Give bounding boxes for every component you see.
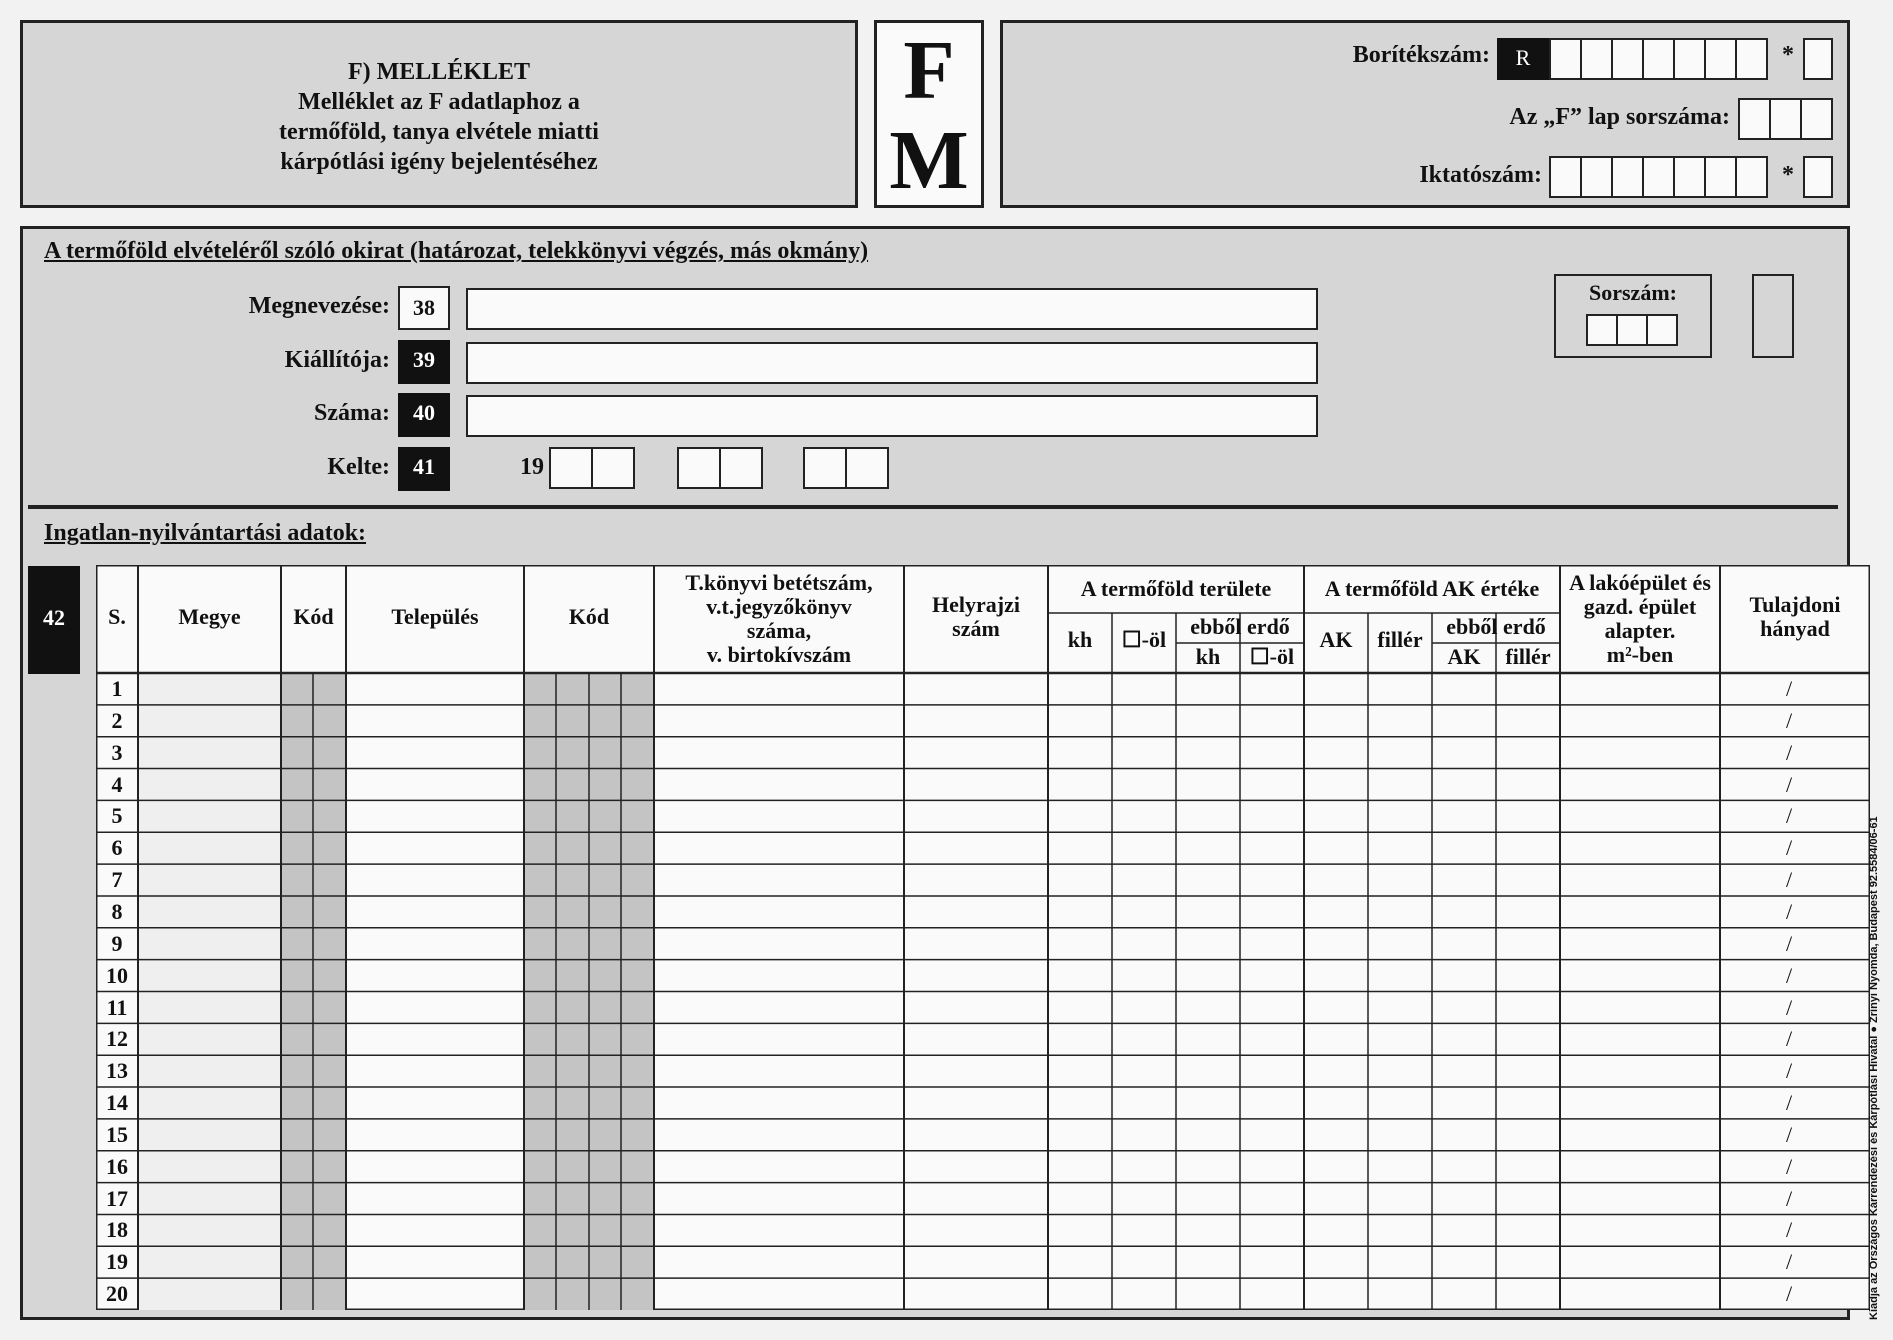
tul-line-1: Tulajdoni	[1749, 592, 1841, 617]
form-subtitle-3: kárpótlási igény bejelentéséhez	[280, 149, 598, 175]
row-number: 4	[111, 771, 123, 797]
col-header-filler2: fillér	[1505, 644, 1551, 669]
sorszam-cells[interactable]	[1586, 314, 1676, 346]
iktatoszam-cells[interactable]	[1549, 156, 1766, 198]
iktatoszam-asterisk: *	[1782, 162, 1794, 188]
row-number: 2	[111, 707, 123, 733]
table-gridlines	[96, 565, 1870, 1310]
boritekszam-prefix: R	[1497, 38, 1549, 80]
form-subtitle-1: Melléklet az F adatlaphoz a	[298, 89, 580, 115]
col-header-ak2: AK	[1447, 644, 1481, 669]
row-number: 10	[106, 962, 128, 988]
row-number: 15	[106, 1121, 128, 1147]
kelte-label: Kelte:	[327, 454, 390, 480]
col-header-megye: Megye	[178, 604, 241, 629]
ingatlan-code: 42	[28, 566, 80, 674]
ownership-share-slash: /	[1786, 867, 1793, 893]
okirat-section-title: A termőföld elvételéről szóló okirat (határozat, telekkönyvi végzés, más okmány)	[44, 238, 869, 264]
col-header-s: S.	[108, 604, 126, 629]
title-panel	[20, 20, 858, 208]
col-header-ak-ertek: A termőföld AK értéke	[1324, 576, 1540, 601]
ownership-share-slash: /	[1786, 1121, 1793, 1147]
ownership-share-slash: /	[1786, 1026, 1793, 1052]
ingatlan-section-title: Ingatlan-nyilvántartási adatok:	[44, 520, 367, 546]
helyrajzi-line-1: Helyrajzi	[932, 592, 1020, 617]
ownership-share-slash: /	[1786, 1185, 1793, 1211]
row-number: 13	[106, 1058, 128, 1084]
ownership-share-slash: /	[1786, 1217, 1793, 1243]
ownership-share-slash: /	[1786, 1281, 1793, 1307]
row-number: 8	[111, 898, 123, 924]
kelte-day-cells[interactable]	[803, 447, 887, 489]
col-header-kh: kh	[1067, 627, 1093, 652]
kelte-year-prefix: 19	[520, 454, 544, 480]
szama-code: 40	[398, 393, 450, 437]
row-number: 19	[106, 1249, 128, 1275]
row-number: 3	[111, 739, 123, 765]
row-number: 17	[106, 1185, 128, 1211]
boritekszam-asterisk: *	[1782, 42, 1794, 68]
ownership-share-slash: /	[1786, 1058, 1793, 1084]
ownership-share-slash: /	[1786, 1153, 1793, 1179]
row-number: 5	[111, 803, 123, 829]
ownership-share-slash: /	[1786, 707, 1793, 733]
ingatlan-table	[96, 565, 1870, 1310]
row-number: 6	[111, 835, 123, 861]
ownership-share-slash: /	[1786, 771, 1793, 797]
megnevezese-code: 38	[398, 286, 450, 330]
row-number: 1	[111, 676, 123, 701]
boritekszam-check-cell[interactable]	[1803, 38, 1833, 80]
tkonyvi-line-3: száma,	[746, 618, 812, 643]
sorszam-label: Sorszám:	[1589, 280, 1677, 305]
col-header-ebbol-erdo2: ebből erdő	[1446, 614, 1546, 639]
ownership-share-slash: /	[1786, 739, 1793, 765]
ownership-share-slash: /	[1786, 676, 1793, 701]
kiallitoja-code: 39	[398, 340, 450, 384]
form-letter-f: F	[903, 24, 955, 117]
kiallitoja-label: Kiállítója:	[284, 347, 390, 373]
boritekszam-cells[interactable]	[1549, 38, 1766, 80]
col-header-ol2: ☐-öl	[1249, 644, 1295, 669]
col-header-filler: fillér	[1377, 627, 1423, 652]
sorszam-side-box[interactable]	[1752, 274, 1794, 358]
megnevezese-input[interactable]	[466, 288, 1318, 330]
boritekszam-label: Borítékszám:	[1352, 42, 1490, 68]
row-number: 9	[111, 930, 123, 956]
col-header-kh2: kh	[1195, 644, 1221, 669]
form-letter-m: M	[889, 114, 969, 207]
row-number: 18	[106, 1217, 128, 1243]
form-title: F) MELLÉKLET	[347, 59, 531, 85]
lako-line-1: A lakóépület és	[1569, 570, 1711, 595]
row-number: 14	[106, 1090, 128, 1116]
form-code-box	[874, 20, 984, 208]
ownership-share-slash: /	[1786, 898, 1793, 924]
lako-line-2: gazd. épület	[1583, 594, 1697, 619]
table-background	[96, 565, 1870, 1310]
row-number: 12	[106, 1026, 128, 1052]
row-number: 20	[106, 1281, 128, 1307]
kelte-month-cells[interactable]	[677, 447, 761, 489]
form-subtitle-2: termőföld, tanya elvétele miatti	[279, 119, 599, 145]
tkonyvi-line-4: v. birtokívszám	[706, 642, 852, 667]
col-header-ol: ☐-öl	[1121, 627, 1167, 652]
ownership-share-slash: /	[1786, 835, 1793, 861]
kelte-code: 41	[398, 447, 450, 491]
kelte-year-cells[interactable]	[549, 447, 633, 489]
col-header-tulajdoni	[1720, 593, 1870, 641]
row-number: 16	[106, 1153, 128, 1179]
col-header-terulet: A termőföld területe	[1080, 576, 1272, 601]
ownership-share-slash: /	[1786, 930, 1793, 956]
ownership-share-slash: /	[1786, 1090, 1793, 1116]
f-lap-sorszam-cells[interactable]	[1738, 98, 1831, 140]
tkonyvi-line-1: T.könyvi betétszám,	[685, 570, 873, 595]
kiallitoja-input[interactable]	[466, 342, 1318, 384]
col-header-ebbol-erdo: ebből erdő	[1190, 614, 1290, 639]
tul-line-2: hányad	[1760, 616, 1830, 641]
col-header-kod2: Kód	[568, 604, 610, 629]
tkonyvi-line-2: v.t.jegyzőkönyv	[706, 594, 852, 619]
col-header-ak: AK	[1319, 627, 1353, 652]
row-number: 11	[106, 994, 128, 1020]
iktatoszam-check-cell[interactable]	[1803, 156, 1833, 198]
szama-input[interactable]	[466, 395, 1318, 437]
row-number: 7	[111, 867, 123, 893]
megnevezese-label: Megnevezése:	[248, 293, 390, 319]
helyrajzi-line-2: szám	[952, 616, 1000, 641]
section-divider	[28, 505, 1838, 509]
ownership-share-slash: /	[1786, 1249, 1793, 1275]
f-lap-sorszam-label: Az „F” lap sorszáma:	[1509, 104, 1730, 130]
col-header-kod1: Kód	[293, 604, 334, 629]
lako-line-4: m²-ben	[1606, 642, 1674, 667]
ownership-share-slash: /	[1786, 803, 1793, 829]
ownership-share-slash: /	[1786, 994, 1793, 1020]
lako-line-3: alapter.	[1604, 618, 1676, 643]
col-header-telepules: Település	[391, 604, 479, 629]
iktatoszam-label: Iktatószám:	[1419, 162, 1542, 188]
publisher-note: Kiadja az Országos Kárrendezési és Kárpótlási Hivatal ● Zrínyi Nyomda, Budapest 92.5584/06-61	[1868, 816, 1880, 1320]
szama-label: Száma:	[314, 400, 390, 426]
col-header-helyrajzi	[904, 593, 1048, 641]
col-header-lakoepulet	[1560, 571, 1720, 667]
col-header-tkonyvi	[654, 571, 904, 667]
ownership-share-slash: /	[1786, 962, 1793, 988]
